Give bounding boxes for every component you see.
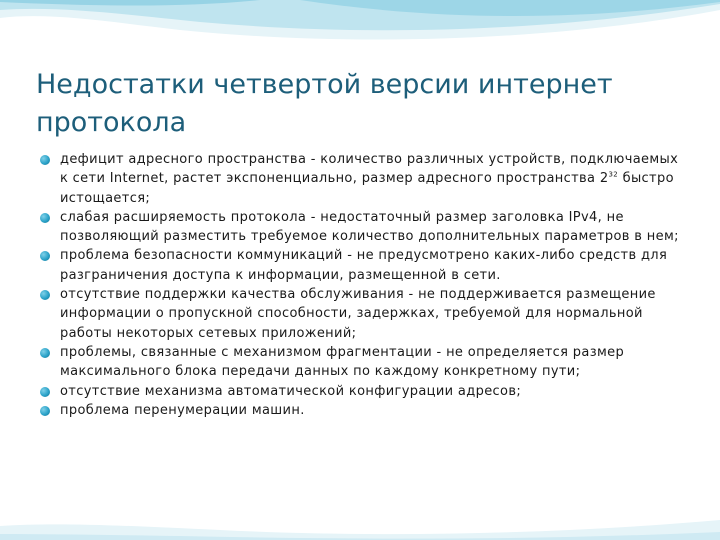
bullet-text-suffix: быстро истощается; (60, 171, 674, 206)
bullet-text: проблема безопасности коммуникаций - не предусмотрено каких-либо средств для разграничения доступа к информации, размещенной в сети. (60, 248, 668, 283)
bullet-text: отсутствие поддержки качества обслуживания - не поддерживается размещение информации о пропускной способности, задержках, требуемой для нормальной работы некоторых сетевых приложений; (60, 287, 656, 341)
bullet-item (38, 382, 688, 401)
bullet-item (38, 246, 688, 285)
bullet-text: отсутствие механизма автоматической конфигурации адресов; (60, 383, 522, 399)
bullet-dot-icon (40, 155, 50, 165)
bullet-dot-icon (40, 406, 50, 416)
bullet-item (38, 343, 688, 382)
bullet-dot-icon (40, 213, 50, 223)
bullet-item (38, 285, 688, 343)
bullet-dot-icon (40, 348, 50, 358)
bullet-list (38, 150, 688, 420)
bullet-item (38, 150, 688, 208)
bullet-text: дефицит адресного пространства - количество различных устройств, подключаемых к сети Internet, растет экспоненциально, размер адресного пространства 2 (60, 152, 679, 187)
bullet-text: слабая расширяемость протокола - недостаточный размер заголовка IPv4, не позволяющий разместить требуемое количество дополнительных параметров в нем; (60, 209, 679, 245)
slide-title: Недостатки четвертой версии интернет протокола (36, 69, 613, 138)
bullet-text: проблемы, связанные с механизмом фрагментации - не определяется размер максимального блока передачи данных по каждому конкретному пути; (60, 344, 625, 380)
bullet-dot-icon (40, 387, 50, 397)
bullet-dot-icon (40, 290, 50, 300)
bullet-dot-icon (40, 251, 50, 261)
bullet-text: проблема перенумерации машин. (60, 402, 305, 418)
bottom-decoration (0, 500, 720, 540)
bullet-item (38, 401, 688, 420)
exponent: 32 (608, 170, 619, 179)
top-decoration (0, 0, 720, 60)
bullet-item (38, 208, 688, 247)
